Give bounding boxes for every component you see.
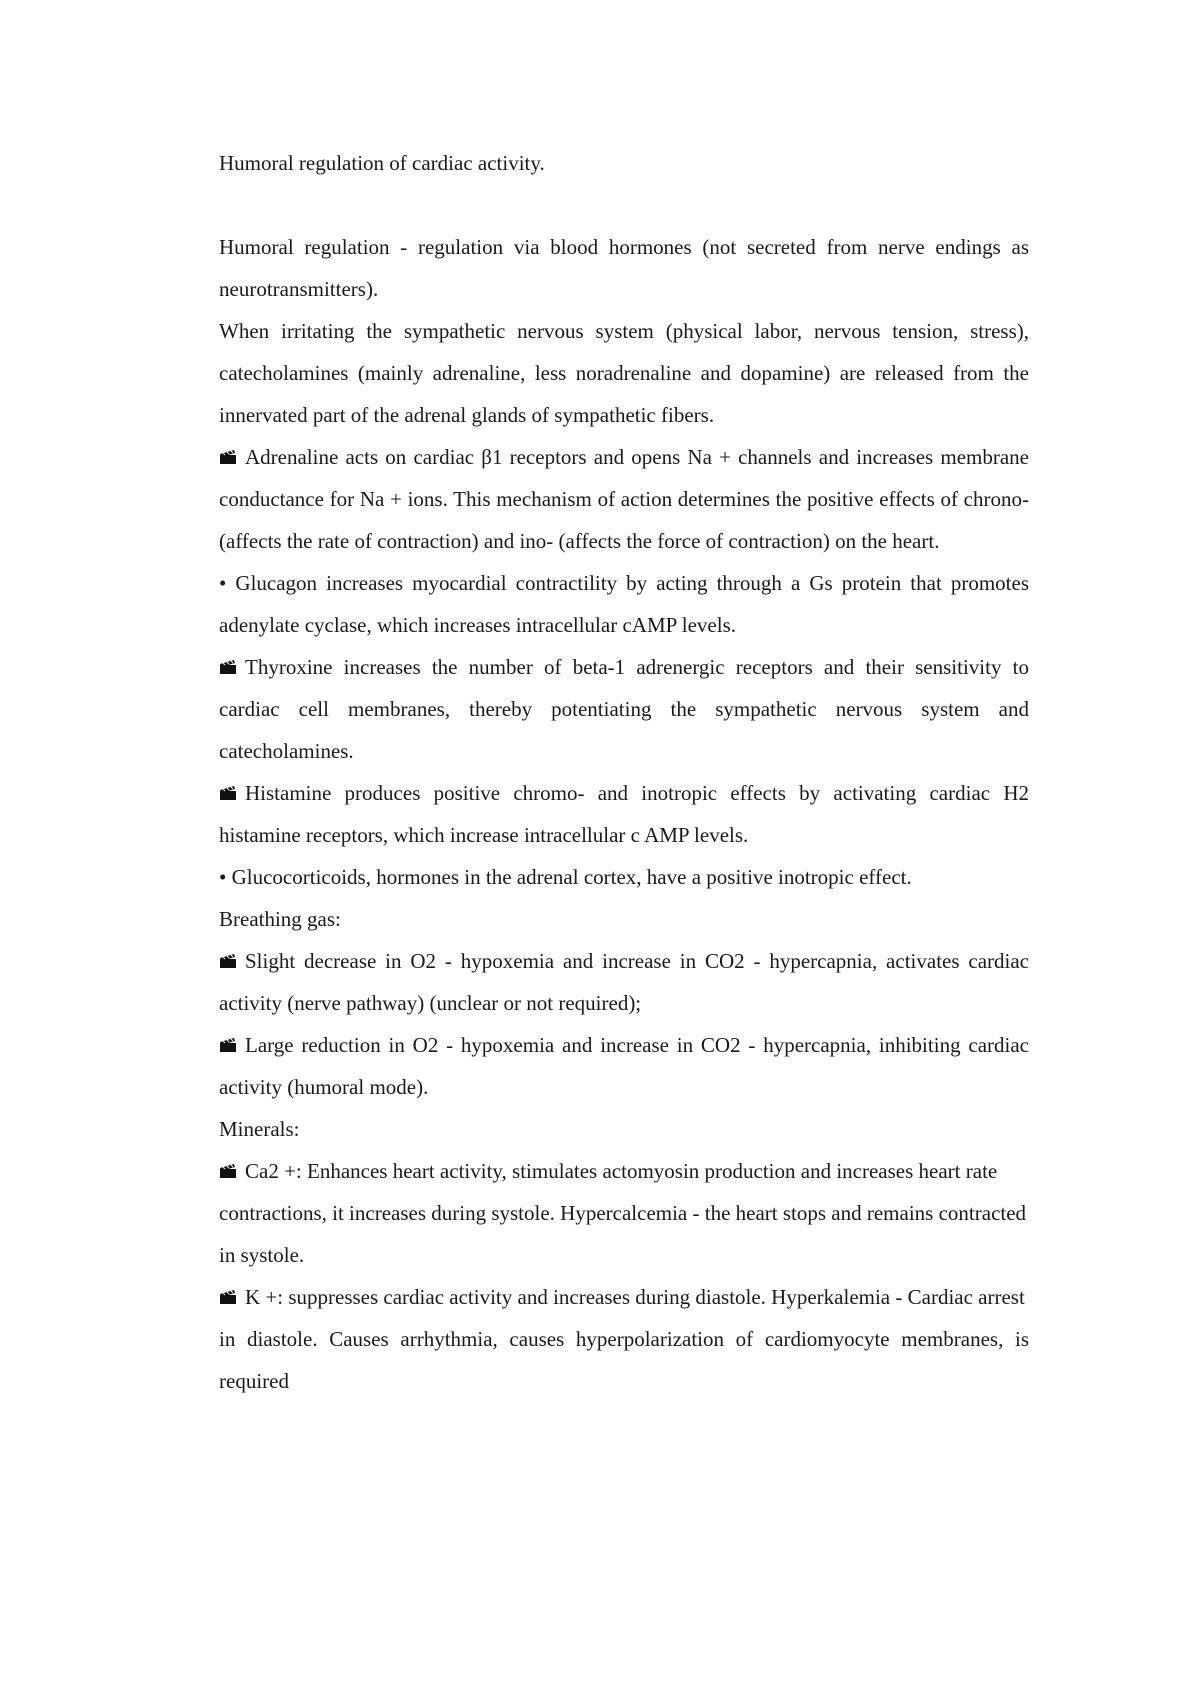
large-reduction-text: Large reduction in O2 - hypoxemia and increase in CO2 - hypercapnia, inhibiting cardiac activity (humoral mode).	[219, 1033, 1029, 1099]
clapperboard-icon	[219, 785, 237, 801]
calcium-text-line-3: in systole.	[219, 1243, 305, 1267]
clapperboard-icon	[219, 449, 237, 465]
clapperboard-icon	[219, 1163, 237, 1179]
histamine-text: Histamine produces positive chromo- and inotropic effects by activating cardiac H2 histamine receptors, which increase intracellular c AMP levels.	[219, 781, 1029, 847]
list-item-slight-decrease	[219, 940, 1029, 1024]
clapperboard-icon	[219, 953, 237, 969]
thyroxine-text: Thyroxine increases the number of beta-1 adrenergic receptors and their sensitivity to cardiac cell membranes, thereby potentiating the sympathetic nervous system and catecholamines.	[219, 655, 1029, 763]
adrenaline-text: Adrenaline acts on cardiac β1 receptors and opens Na + channels and increases membrane conductance for Na + ions. This mechanism of action determines the positive effects of chrono- (affects the rate of contraction) and ino- (affects the force of contraction) on the heart.	[219, 445, 1029, 553]
clapperboard-icon	[219, 1037, 237, 1053]
list-item-potassium	[219, 1276, 1029, 1318]
heading-minerals: Minerals:	[219, 1117, 300, 1141]
slight-decrease-text: Slight decrease in O2 - hypoxemia and increase in CO2 - hypercapnia, activates cardiac activity (nerve pathway) (unclear or not required);	[219, 949, 1029, 1015]
list-item-glucocorticoids: • Glucocorticoids, hormones in the adrenal cortex, have a positive inotropic effect.	[219, 865, 912, 889]
clapperboard-icon	[219, 659, 237, 675]
potassium-text-line-1: K +: suppresses cardiac activity and increases during diastole. Hyperkalemia - Cardiac arrest	[245, 1285, 1025, 1309]
document-title: Humoral regulation of cardiac activity.	[219, 151, 545, 175]
document-page	[219, 142, 1029, 1402]
potassium-text-line-2: in diastole. Causes arrhythmia, causes hyperpolarization of cardiomyocyte membranes, is required	[219, 1327, 1029, 1393]
calcium-text-line-1: Ca2 +: Enhances heart activity, stimulates actomyosin production and increases heart rate	[245, 1159, 998, 1183]
list-item-thyroxine	[219, 646, 1029, 772]
list-item-calcium	[219, 1150, 1029, 1192]
intro-paragraph-1: Humoral regulation - regulation via blood hormones (not secreted from nerve endings as neurotransmitters).	[219, 235, 1029, 301]
list-item-histamine	[219, 772, 1029, 856]
heading-breathing-gas: Breathing gas:	[219, 907, 341, 931]
intro-paragraph-2: When irritating the sympathetic nervous system (physical labor, nervous tension, stress), catecholamines (mainly adrenaline, less noradrenaline and dopamine) are released from the innervated part of the adrenal glands of sympathetic fibers.	[219, 319, 1029, 427]
list-item-large-reduction	[219, 1024, 1029, 1108]
list-item-glucagon: • Glucagon increases myocardial contractility by acting through a Gs protein that promotes adenylate cyclase, which increases intracellular cAMP levels.	[219, 571, 1029, 637]
calcium-text-line-2: contractions, it increases during systole. Hypercalcemia - the heart stops and remains contracted	[219, 1201, 1027, 1225]
list-item-adrenaline	[219, 436, 1029, 562]
clapperboard-icon	[219, 1289, 237, 1305]
